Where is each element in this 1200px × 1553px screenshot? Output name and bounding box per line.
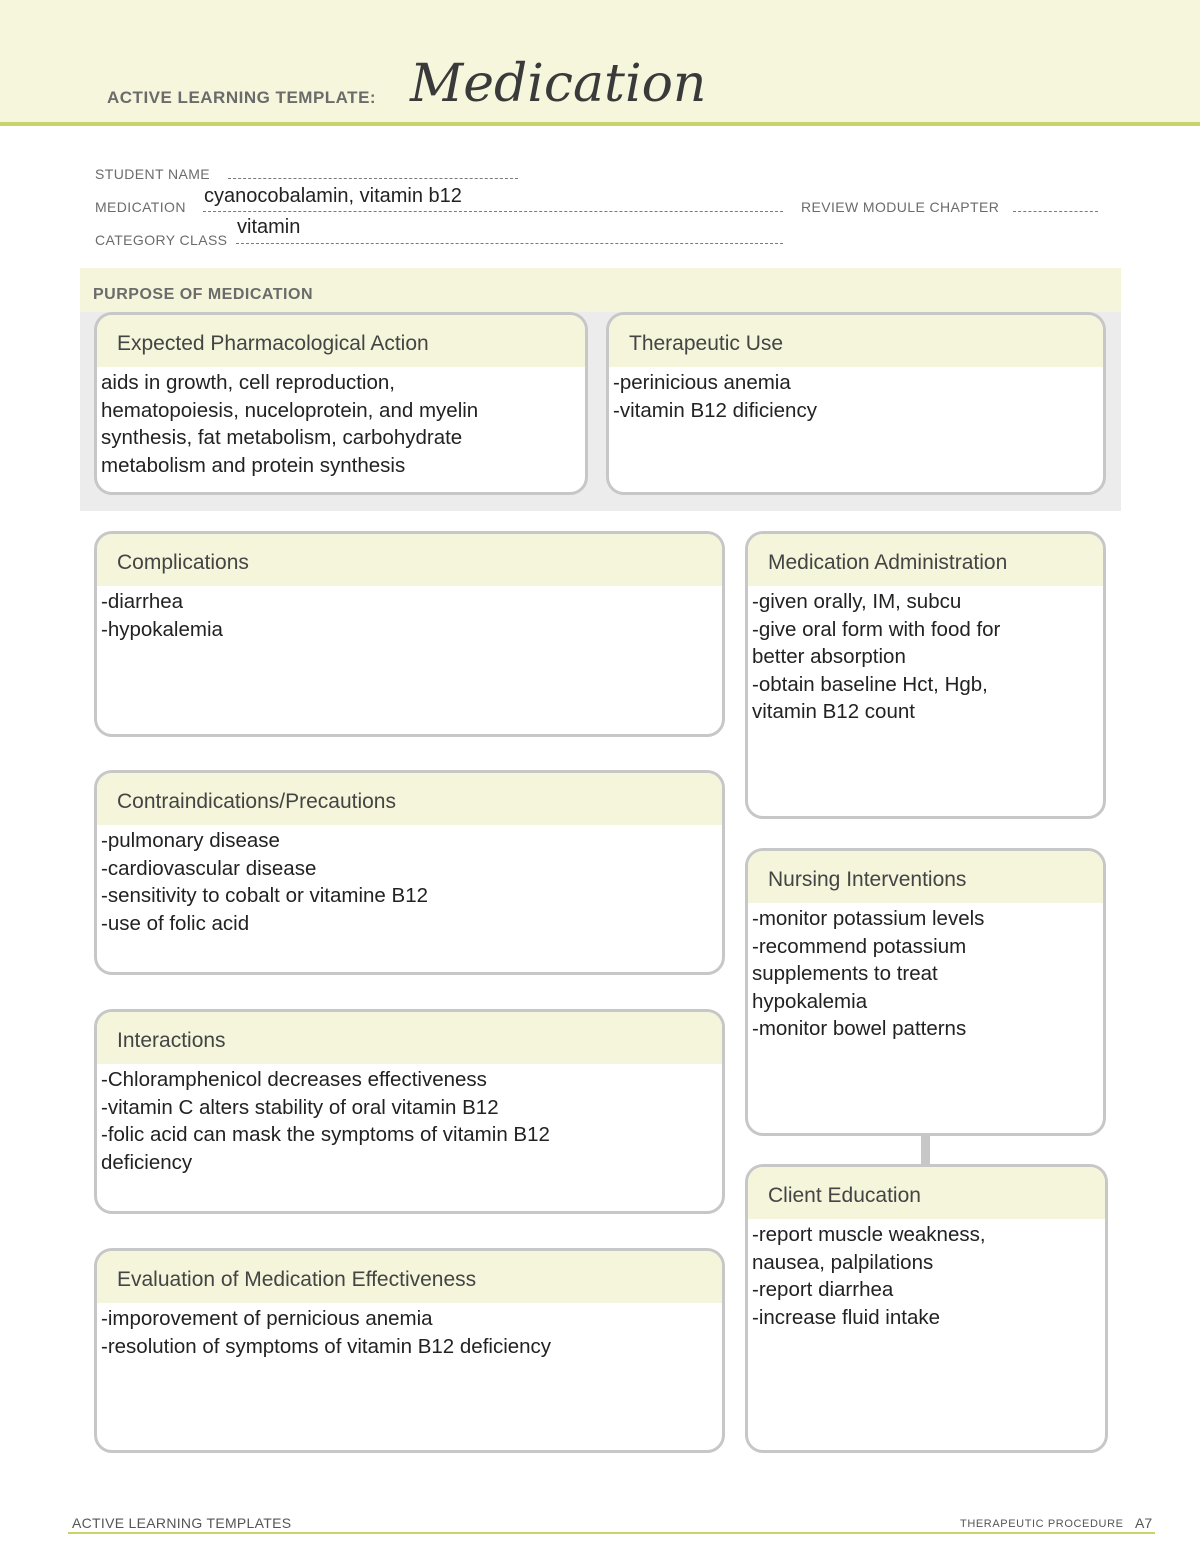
page-number: A7 bbox=[1135, 1515, 1153, 1531]
complications-body[interactable] bbox=[97, 586, 722, 643]
footer-left-label: ACTIVE LEARNING TEMPLATES bbox=[72, 1515, 292, 1531]
student-name-field[interactable] bbox=[228, 178, 518, 179]
evaluation-line: -imporovement of pernicious anemia bbox=[101, 1307, 433, 1330]
complications-box bbox=[94, 531, 725, 737]
category-class-field[interactable]: vitamin bbox=[237, 216, 301, 238]
page-title: Medication bbox=[410, 54, 707, 114]
evaluation-box bbox=[94, 1248, 725, 1453]
interactions-line: -Chloramphenicol decreases effectiveness bbox=[101, 1068, 487, 1091]
expected-action-line: synthesis, fat metabolism, carbohydrate bbox=[101, 426, 463, 449]
administration-body[interactable] bbox=[748, 586, 1103, 726]
therapeutic-use-line: -perinicious anemia bbox=[613, 371, 791, 394]
evaluation-title: Evaluation of Medication Effectiveness bbox=[97, 1251, 722, 1303]
footer-right-label: THERAPEUTIC PROCEDURE bbox=[960, 1518, 1124, 1530]
nursing-interventions-line: -monitor potassium levels bbox=[752, 907, 985, 930]
therapeutic-use-body[interactable] bbox=[609, 367, 1103, 424]
therapeutic-use-box bbox=[606, 312, 1106, 495]
interactions-line: deficiency bbox=[101, 1150, 193, 1174]
nursing-interventions-title: Nursing Interventions bbox=[748, 851, 1103, 903]
nursing-interventions-line: hypokalemia bbox=[752, 989, 868, 1013]
complications-line: -hypokalemia bbox=[101, 617, 223, 641]
client-education-title: Client Education bbox=[748, 1167, 1105, 1219]
administration-line: better absorption bbox=[752, 645, 906, 668]
nursing-interventions-body[interactable] bbox=[748, 903, 1103, 1043]
interactions-line: -vitamin C alters stability of oral vitamin B12 bbox=[101, 1095, 499, 1119]
contraindications-body[interactable] bbox=[97, 825, 722, 937]
interactions-body[interactable] bbox=[97, 1064, 722, 1176]
expected-action-box bbox=[94, 312, 588, 495]
expected-action-body[interactable] bbox=[97, 367, 585, 479]
contraindications-line: -use of folic acid bbox=[101, 911, 250, 935]
student-name-label: STUDENT NAME bbox=[95, 166, 210, 182]
client-education-line: -increase fluid intake bbox=[752, 1305, 941, 1329]
client-education-body[interactable] bbox=[748, 1219, 1105, 1331]
category-class-field-line bbox=[236, 243, 783, 244]
expected-action-line: metabolism and protein synthesis bbox=[101, 453, 406, 477]
contraindications-line: -cardiovascular disease bbox=[101, 856, 317, 880]
expected-action-line: aids in growth, cell reproduction, bbox=[101, 371, 395, 394]
client-education-line: -report diarrhea bbox=[752, 1278, 894, 1301]
review-module-label: REVIEW MODULE CHAPTER bbox=[801, 199, 1000, 215]
complications-title: Complications bbox=[97, 534, 722, 586]
expected-action-title: Expected Pharmacological Action bbox=[97, 315, 585, 367]
therapeutic-use-line: -vitamin B12 dificiency bbox=[613, 398, 817, 422]
administration-line: -given orally, IM, subcu bbox=[752, 590, 962, 613]
medication-field[interactable]: cyanocobalamin, vitamin b12 bbox=[204, 185, 462, 207]
evaluation-body[interactable] bbox=[97, 1303, 722, 1360]
category-class-label: CATEGORY CLASS bbox=[95, 232, 228, 248]
contraindications-box bbox=[94, 770, 725, 975]
complications-line: -diarrhea bbox=[101, 590, 184, 613]
interactions-line: -folic acid can mask the symptoms of vitamin B12 bbox=[101, 1123, 550, 1146]
interactions-title: Interactions bbox=[97, 1012, 722, 1064]
purpose-label: PURPOSE OF MEDICATION bbox=[93, 286, 313, 303]
client-education-line: nausea, palpilations bbox=[752, 1250, 934, 1274]
box-connector bbox=[921, 1134, 930, 1166]
review-module-field[interactable] bbox=[1013, 211, 1098, 212]
footer-rule bbox=[68, 1532, 1155, 1534]
contraindications-line: -pulmonary disease bbox=[101, 829, 280, 852]
client-education-line: -report muscle weakness, bbox=[752, 1223, 986, 1246]
evaluation-line: -resolution of symptoms of vitamin B12 deficiency bbox=[101, 1334, 552, 1358]
client-education-box bbox=[745, 1164, 1108, 1453]
template-label: ACTIVE LEARNING TEMPLATE: bbox=[107, 88, 377, 107]
header-rule bbox=[0, 122, 1200, 126]
medication-label: MEDICATION bbox=[95, 199, 186, 215]
administration-box bbox=[745, 531, 1106, 819]
administration-line: -obtain baseline Hct, Hgb, bbox=[752, 672, 988, 696]
nursing-interventions-box bbox=[745, 848, 1106, 1136]
contraindications-line: -sensitivity to cobalt or vitamine B12 bbox=[101, 884, 428, 907]
interactions-box bbox=[94, 1009, 725, 1214]
administration-line: -give oral form with food for bbox=[752, 617, 1001, 641]
nursing-interventions-line: -monitor bowel patterns bbox=[752, 1017, 967, 1040]
nursing-interventions-line: -recommend potassium bbox=[752, 934, 967, 958]
administration-title: Medication Administration bbox=[748, 534, 1103, 586]
contraindications-title: Contraindications/Precautions bbox=[97, 773, 722, 825]
nursing-interventions-line: supplements to treat bbox=[752, 962, 938, 985]
medication-field-line bbox=[203, 211, 783, 212]
administration-line: vitamin B12 count bbox=[752, 700, 915, 723]
expected-action-line: hematopoiesis, nuceloprotein, and myelin bbox=[101, 398, 479, 422]
therapeutic-use-title: Therapeutic Use bbox=[609, 315, 1103, 367]
